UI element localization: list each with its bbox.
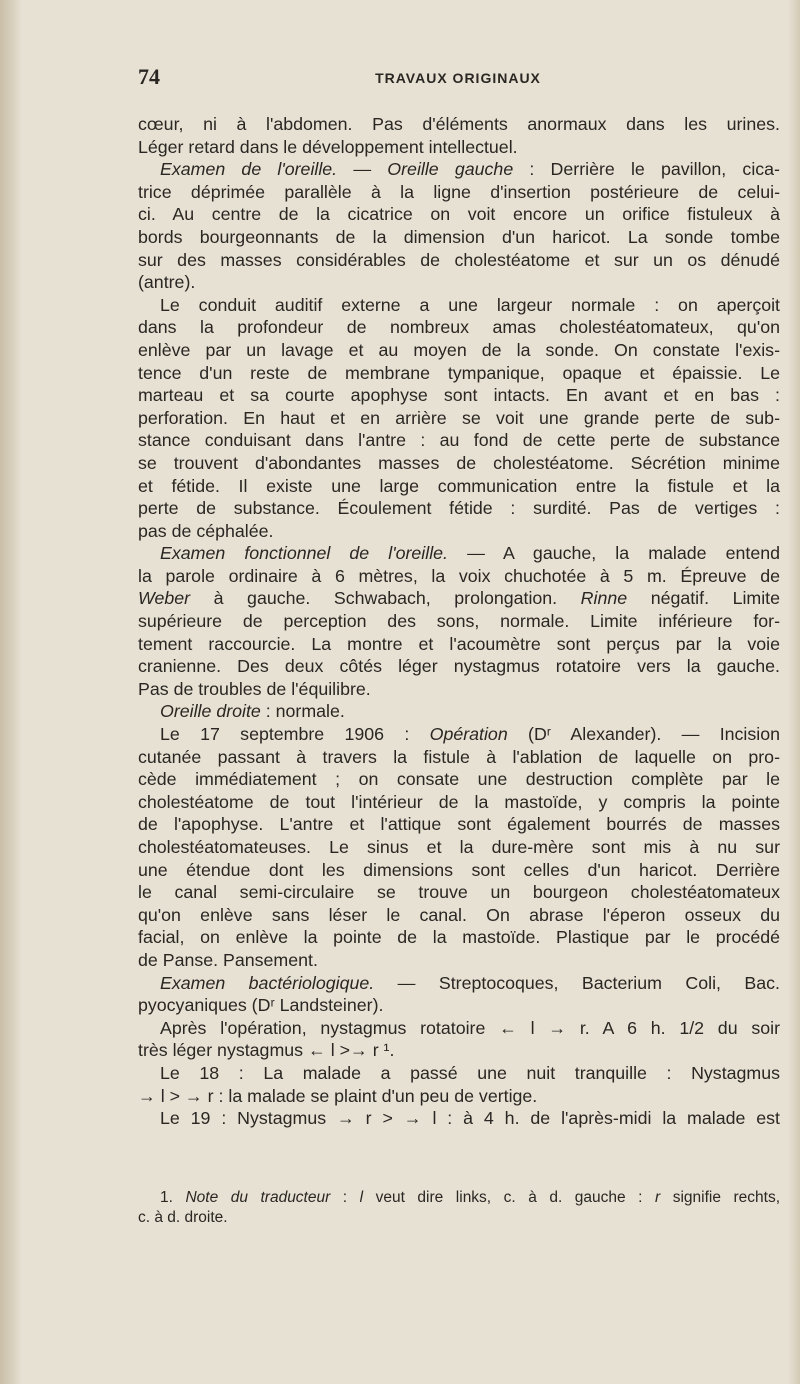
text-line: [138, 1039, 780, 1062]
text-segment: trice déprimée parallèle à la ligne d'insertion postérieure de celui-: [138, 181, 780, 202]
text-line: [138, 452, 780, 475]
text-segment: signifie rechts,: [660, 1189, 780, 1206]
text-segment: → l > → r : la malade se plaint d'un peu de vertige.: [138, 1085, 538, 1106]
italic-text: Examen fonctionnel de l'oreille.: [160, 543, 448, 564]
italic-text: r: [655, 1189, 661, 1206]
text-segment: — Streptocoques, Bacterium Coli, Bac.: [374, 972, 780, 993]
text-line: [138, 1017, 780, 1040]
footnote-line: [138, 1208, 780, 1228]
text-segment: cœur, ni à l'abdomen. Pas d'éléments anormaux dans les urines.: [138, 114, 780, 134]
text-segment: 1.: [160, 1189, 186, 1206]
text-segment: marteau et sa courte apophyse sont intacts. En avant et en bas :: [138, 385, 780, 406]
text-line: [138, 655, 780, 678]
footnote-line: [138, 1188, 780, 1208]
text-line: [138, 610, 780, 633]
text-segment: cholestéatome de tout l'intérieur de la mastoïde, y compris la pointe: [138, 791, 780, 812]
text-line: [138, 1107, 780, 1130]
text-line: [138, 1085, 780, 1108]
text-line: [138, 723, 780, 746]
text-line: [138, 881, 780, 904]
page-number: 74: [138, 64, 160, 89]
text-line: [138, 972, 780, 995]
text-segment: pyocyaniques (Dʳ Landsteiner).: [138, 995, 384, 1016]
text-segment: dans la profondeur de nombreux amas cholestéatomateux, qu'on: [138, 317, 780, 338]
text-segment: (antre).: [138, 272, 196, 293]
text-line: [138, 226, 780, 249]
text-line: [138, 362, 780, 385]
text-line: [138, 520, 780, 543]
text-line: [138, 746, 780, 769]
italic-text: Note du traducteur: [185, 1189, 331, 1206]
text-segment: facial, on enlève la pointe de la mastoïde. Plastique par le procédé: [138, 927, 780, 948]
text-line: [138, 768, 780, 791]
text-segment: Le 17 septembre 1906 :: [160, 724, 430, 745]
text-segment: — A gauche, la malade entend: [448, 543, 781, 564]
text-line: [138, 339, 780, 362]
text-line: [138, 904, 780, 927]
italic-text: Oreille droite: [160, 701, 261, 722]
text-line: [138, 836, 780, 859]
text-segment: veut dire links, c. à d. gauche :: [363, 1189, 656, 1206]
text-segment: supérieure de perception des sons, normale. Limite inférieure for-: [138, 611, 780, 632]
text-segment: sur des masses considérables de cholestéatome et sur un os dénudé: [138, 249, 780, 270]
text-line: [138, 316, 780, 339]
page-header: [138, 64, 778, 94]
text-segment: Le conduit auditif externe a une largeur normale : on aperçoit: [160, 294, 780, 315]
text-line: [138, 249, 780, 272]
running-head: TRAVAUX ORIGINAUX: [375, 70, 541, 86]
text-segment: tement raccourcie. La montre et l'acoumètre sont perçus par la voie: [138, 633, 780, 654]
text-segment: et fétide. Il existe une large communication entre la fistule et la: [138, 475, 780, 496]
italic-text: Rinne: [580, 588, 628, 609]
text-line: [138, 1062, 780, 1085]
text-line: [138, 791, 780, 814]
text-line: [138, 542, 780, 565]
text-segment: —: [337, 159, 388, 180]
text-line: [138, 859, 780, 882]
italic-text: Opération: [429, 724, 508, 745]
text-segment: Le 18 : La malade a passé une nuit tranquille : Nystagmus: [160, 1062, 780, 1083]
text-segment: se trouvent d'abondantes masses de cholestéatome. Sécrétion minime: [138, 452, 780, 473]
text-segment: cède immédiatement ; on consate une destruction complète par le: [138, 769, 780, 790]
text-segment: Le 19 : Nystagmus → r > → l : à 4 h. de l'après-midi la malade est: [160, 1108, 780, 1129]
text-line: [138, 158, 780, 181]
text-line: [138, 587, 780, 610]
text-segment: stance conduisant dans l'antre : au fond de cette perte de substance: [138, 430, 780, 451]
text-line: [138, 407, 780, 430]
text-segment: cholestéatomateuses. Le sinus et la dure-mère sont mis à nu sur: [138, 837, 780, 857]
text-segment: pas de céphalée.: [138, 520, 274, 541]
text-segment: Pas de troubles de l'équilibre.: [138, 678, 371, 699]
text-segment: :: [330, 1189, 360, 1206]
page-edge-right: [788, 0, 800, 1384]
text-line: [138, 384, 780, 407]
text-segment: perte de substance. Écoulement fétide : surdité. Pas de vertiges :: [138, 498, 780, 519]
text-segment: le canal semi-circulaire se trouve un bourgeon cholestéatomateux: [138, 882, 780, 903]
text-line: [138, 475, 780, 498]
text-line: [138, 181, 780, 204]
text-segment: ci. Au centre de la cicatrice on voit encore un orifice fistuleux à: [138, 204, 780, 225]
text-segment: une étendue dont les dimensions sont celles d'un haricot. Derrière: [138, 859, 780, 880]
italic-text: Examen bactériologique.: [160, 972, 375, 993]
text-line: [138, 497, 780, 520]
italic-text: Weber: [138, 588, 191, 609]
italic-text: Oreille gauche: [387, 159, 514, 180]
text-line: [138, 136, 780, 159]
text-segment: de Panse. Pansement.: [138, 949, 318, 970]
text-line: [138, 271, 780, 294]
text-line: [138, 949, 780, 972]
text-segment: Léger retard dans le développement intellectuel.: [138, 136, 518, 157]
text-segment: tence d'un reste de membrane tympanique, opaque et épaissie. Le: [138, 362, 780, 383]
text-segment: Après l'opération, nystagmus rotatoire ← l → r. A 6 h. 1/2 du soir: [160, 1017, 780, 1038]
text-segment: la parole ordinaire à 6 mètres, la voix chuchotée à 5 m. Épreuve de: [138, 565, 780, 586]
text-segment: c. à d. droite.: [138, 1209, 228, 1226]
text-segment: qu'on enlève sans léser le canal. On abrase l'éperon osseux du: [138, 904, 780, 925]
text-line: [138, 294, 780, 317]
text-segment: : normale.: [260, 701, 345, 722]
text-segment: à gauche. Schwabach, prolongation.: [190, 588, 581, 609]
text-segment: très léger nystagmus ← l >→ r ¹.: [138, 1040, 395, 1061]
body-text: [138, 113, 780, 1130]
page-edge-left: [0, 0, 22, 1384]
text-line: [138, 113, 780, 136]
footnotes: [138, 1188, 780, 1228]
text-segment: négatif. Limite: [627, 588, 780, 609]
text-segment: bords bourgeonnants de la dimension d'un haricot. La sonde tombe: [138, 226, 780, 247]
text-line: [138, 429, 780, 452]
text-line: [138, 203, 780, 226]
text-line: [138, 813, 780, 836]
text-line: [138, 926, 780, 949]
text-line: [138, 678, 780, 701]
italic-text: l: [359, 1189, 364, 1206]
text-segment: cutanée passant à travers la fistule à l'ablation de laquelle on pro-: [138, 746, 780, 767]
text-line: [138, 633, 780, 656]
text-segment: : Derrière le pavillon, cica-: [513, 159, 780, 180]
text-segment: de l'apophyse. L'antre et l'attique sont également bourrés de masses: [138, 814, 780, 835]
text-line: [138, 700, 780, 723]
text-segment: (Dʳ Alexander). — Incision: [507, 724, 781, 745]
text-segment: perforation. En haut et en arrière se voit une grande perte de sub-: [138, 407, 780, 428]
text-segment: cranienne. Des deux côtés léger nystagmus rotatoire vers la gauche.: [138, 656, 780, 677]
text-line: [138, 994, 780, 1017]
italic-text: Examen de l'oreille.: [160, 159, 338, 180]
text-line: [138, 565, 780, 588]
text-segment: enlève par un lavage et au moyen de la sonde. On constate l'exis-: [138, 339, 780, 360]
